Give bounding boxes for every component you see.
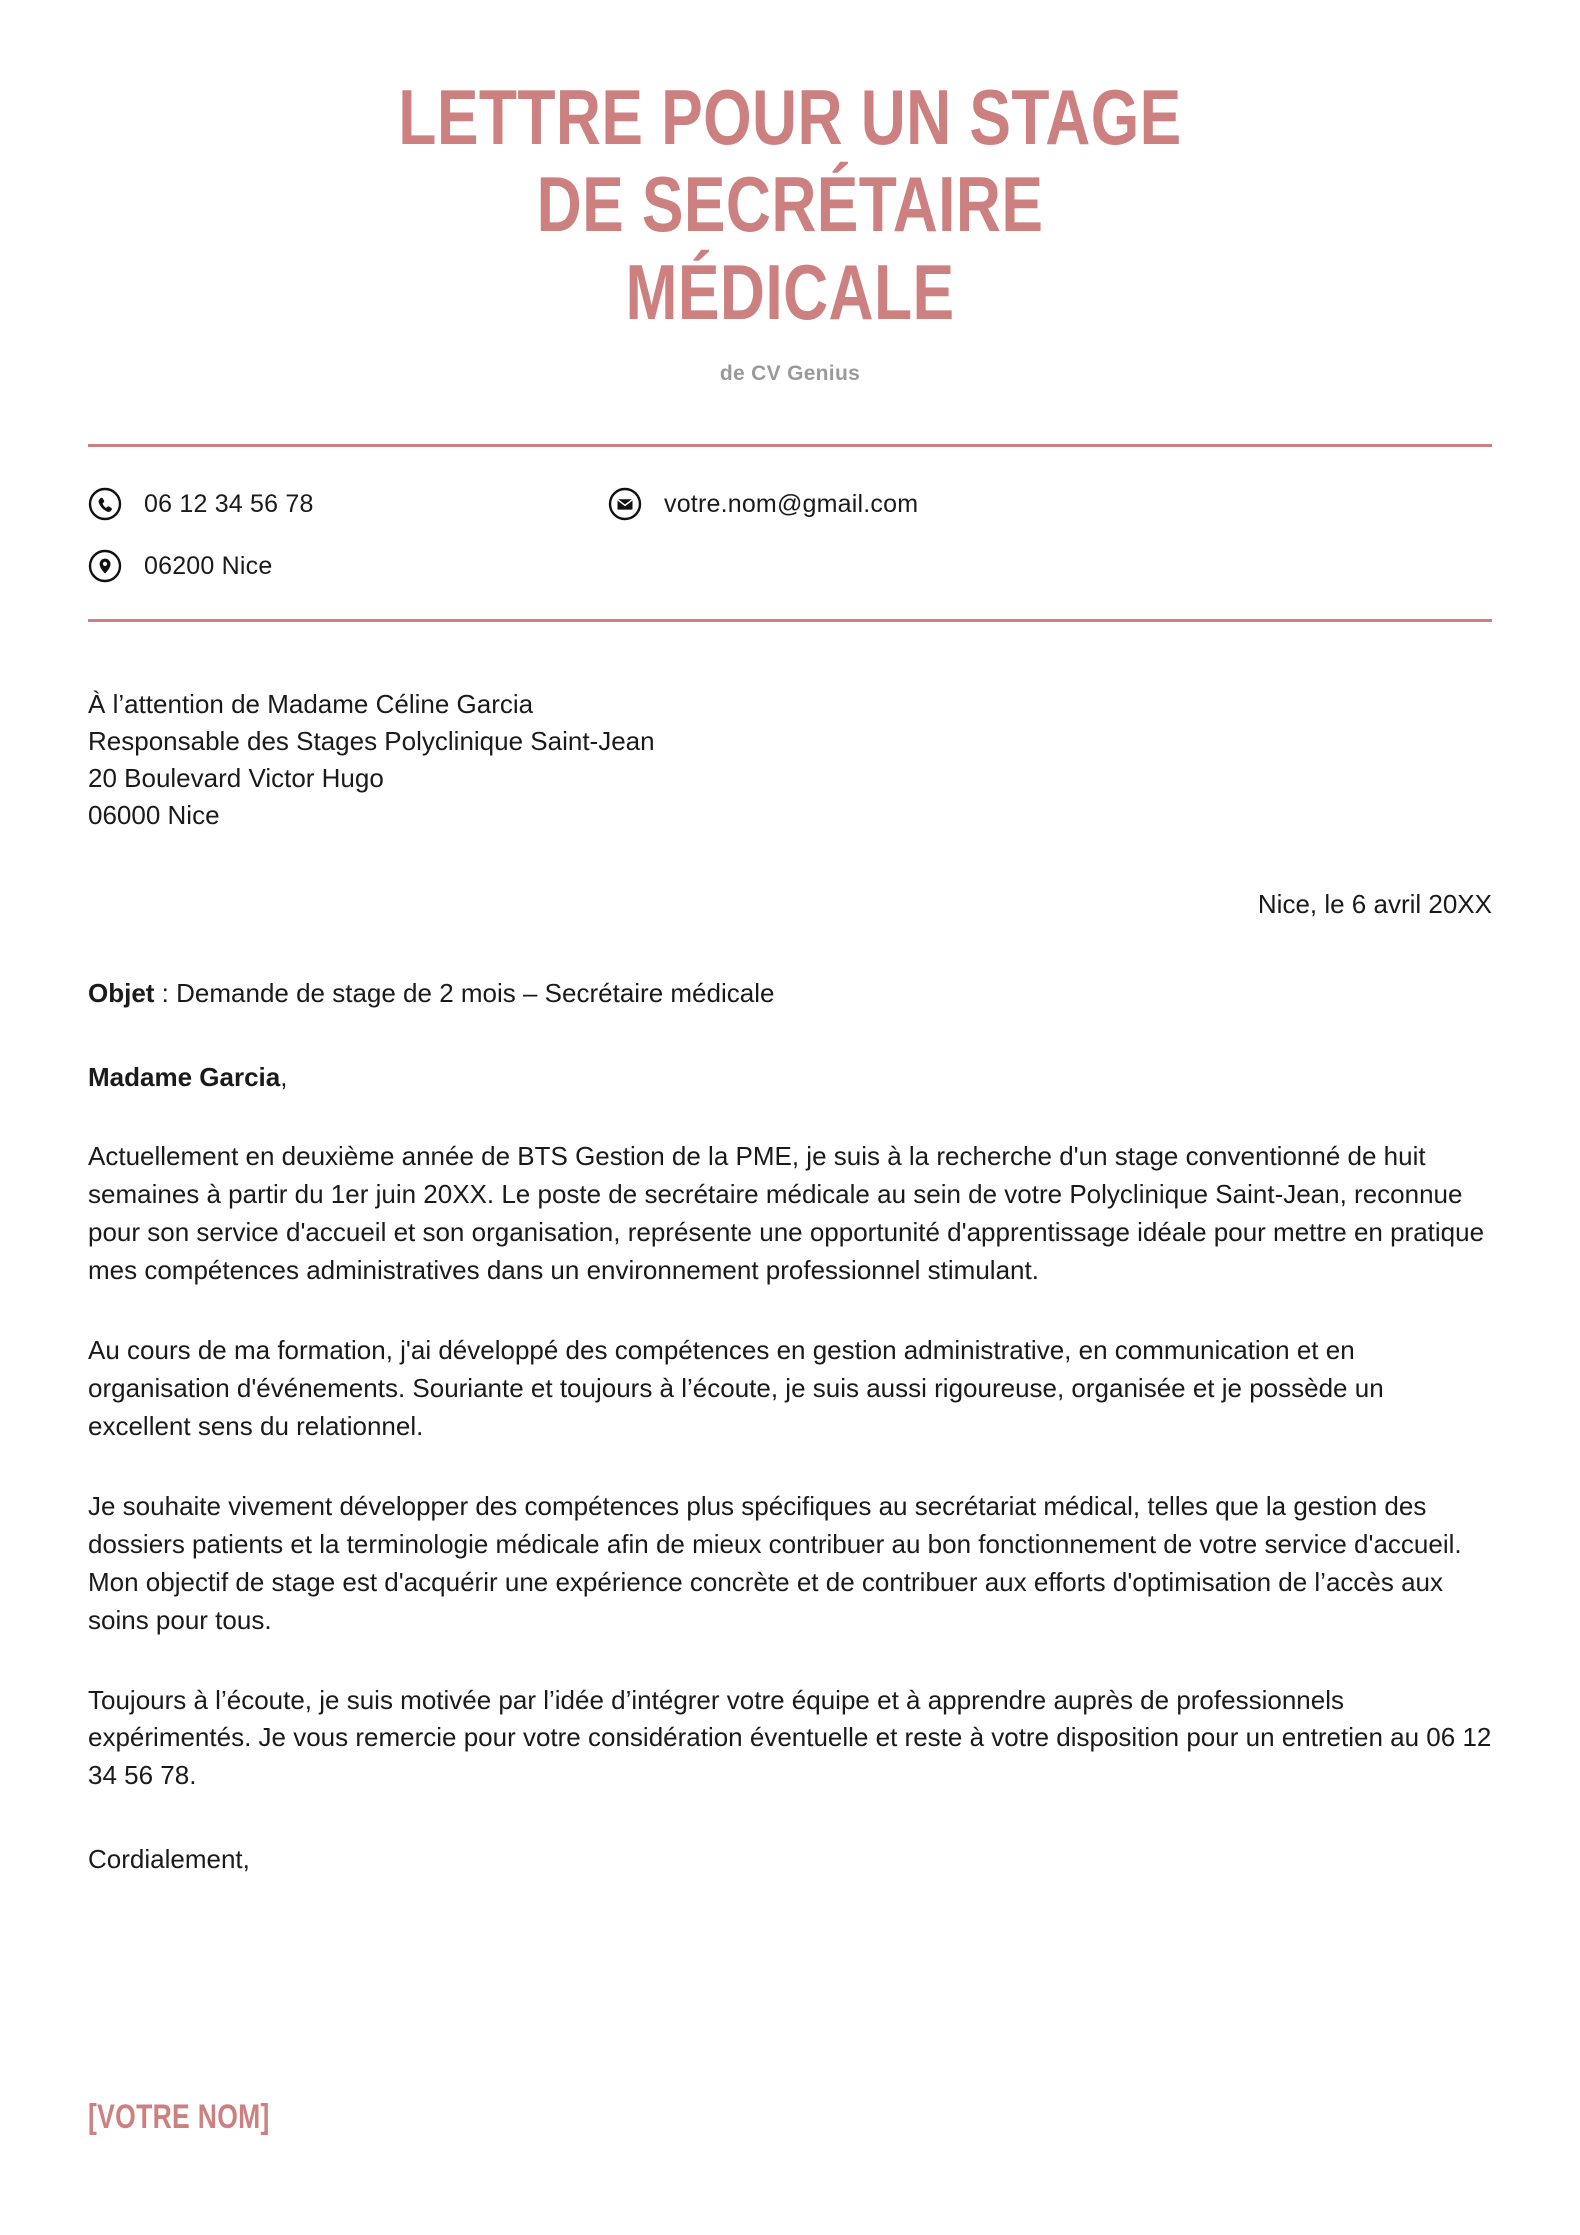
- recipient-block: [88, 686, 1492, 834]
- contact-band: [88, 447, 1492, 601]
- letter-body: [88, 622, 1492, 1879]
- contact-row-secondary: [88, 535, 1492, 597]
- phone-icon: [88, 487, 122, 521]
- recipient-line: 20 Boulevard Victor Hugo: [88, 762, 384, 793]
- salutation-name: Madame Garcia: [88, 1061, 281, 1092]
- page-title: LETTRE POUR UN STAGE DE SECRÉTAIRE MÉDICALE: [398, 73, 1182, 336]
- envelope-icon: [608, 487, 642, 521]
- contact-location[interactable]: [88, 549, 608, 583]
- body-paragraph: Toujours à l’écoute, je suis motivée par l’idée d’intégrer votre équipe et à apprendre auprès de professionnels expérimentés. Je vous remercie pour votre considération éventuelle et reste à votre disposition pour un entretien au 06 12 34 56 78.: [88, 1684, 1492, 1791]
- page-subtitle: de CV Genius: [719, 362, 861, 386]
- location-value: 06200 Nice: [144, 551, 273, 580]
- date-line: Nice, le 6 avril 20XX: [1257, 888, 1492, 919]
- phone-value: 06 12 34 56 78: [144, 489, 314, 518]
- email-value: votre.nom@gmail.com: [664, 489, 919, 518]
- body-paragraph: Je souhaite vivement développer des compétences plus spécifiques au secrétariat médical, telles que la gestion des dossiers patients et la terminologie médicale afin de mieux contribuer au bon fonctionnement de votre service d'accueil. Mon objectif de stage est d'acquérir une expérience concrète et de contribuer aux efforts d'optimisation de l’accès aux soins pour tous.: [88, 1490, 1462, 1635]
- body-paragraph: Au cours de ma formation, j'ai développé des compétences en gestion administrative, en communication et en organisation d'événements. Souriante et toujours à l’écoute, je suis aussi rigoureuse, organisée et je possède un excellent sens du relationnel.: [88, 1334, 1384, 1441]
- map-pin-icon: [88, 549, 122, 583]
- body-paragraph: Actuellement en deuxième année de BTS Gestion de la PME, je suis à la recherche d'un stage conventionné de huit semaines à partir du 1er juin 20XX. Le poste de secrétaire médicale au sein de votre Polyclinique Saint-Jean, reconnue pour son service d'accueil et son organisation, représente une opportunité d'apprentissage idéale pour mettre en pratique mes compétences administratives dans un environnement professionnel stimulant.: [88, 1141, 1485, 1285]
- recipient-line: 06000 Nice: [88, 799, 220, 830]
- letter-header: [88, 0, 1492, 386]
- contact-row-primary: [88, 473, 1492, 535]
- recipient-line: Responsable des Stages Polyclinique Saint-Jean: [88, 725, 655, 756]
- contact-phone[interactable]: [88, 487, 608, 521]
- subject-label: Objet: [88, 978, 155, 1009]
- salutation: [88, 1059, 1492, 1096]
- signature-name: [VOTRE NOM]: [88, 2098, 270, 2136]
- subject-text: : Demande de stage de 2 mois – Secrétaire médicale: [154, 978, 775, 1009]
- contact-email[interactable]: [608, 487, 1492, 521]
- salutation-punctuation: ,: [280, 1061, 288, 1092]
- recipient-line: À l’attention de Madame Céline Garcia: [88, 689, 534, 720]
- closing-line: Cordialement,: [88, 1844, 250, 1875]
- subject-line: [88, 975, 1492, 1012]
